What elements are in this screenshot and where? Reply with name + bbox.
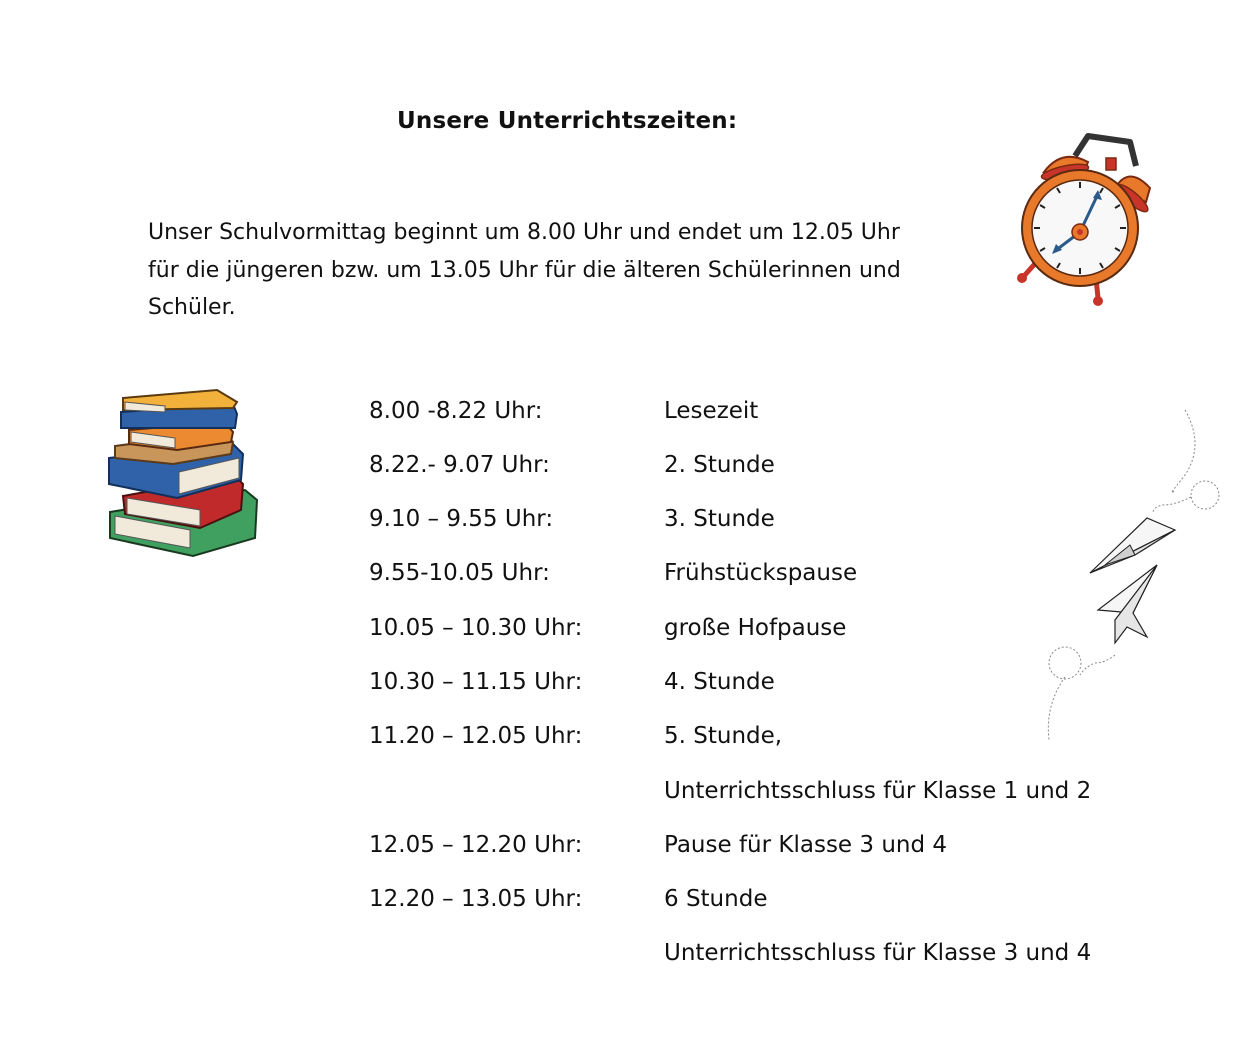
- schedule-activity: Unterrichtsschluss für Klasse 3 und 4: [664, 940, 1092, 966]
- paper-planes-icon: [1035, 405, 1230, 745]
- schedule-time: 11.20 – 12.05 Uhr:: [369, 723, 583, 749]
- intro-line: für die jüngeren bzw. um 13.05 Uhr für die älteren Schülerinnen und: [148, 257, 901, 283]
- schedule-activity: Pause für Klasse 3 und 4: [664, 832, 948, 858]
- alarm-clock-icon: [1010, 128, 1155, 308]
- schedule-time: 8.00 -8.22 Uhr:: [369, 398, 543, 424]
- schedule-time: 8.22.- 9.07 Uhr:: [369, 452, 550, 478]
- schedule-activity: Lesezeit: [664, 398, 759, 424]
- schedule-time: 12.05 – 12.20 Uhr:: [369, 832, 583, 858]
- schedule-time: 10.05 – 10.30 Uhr:: [369, 615, 583, 641]
- schedule-time: 9.55-10.05 Uhr:: [369, 560, 550, 586]
- schedule-activity: 4. Stunde: [664, 669, 775, 695]
- schedule-activity: große Hofpause: [664, 615, 847, 641]
- page-title: Unsere Unterrichtszeiten:: [397, 108, 738, 134]
- intro-line: Schüler.: [148, 295, 236, 320]
- schedule-activity: 3. Stunde: [664, 506, 775, 532]
- schedule-time: 10.30 – 11.15 Uhr:: [369, 669, 583, 695]
- schedule-activity: 2. Stunde: [664, 452, 775, 478]
- schedule-time: 9.10 – 9.55 Uhr:: [369, 506, 554, 532]
- schedule-activity: 5. Stunde,: [664, 723, 783, 749]
- book-stack-icon: [105, 388, 265, 560]
- schedule-time: 12.20 – 13.05 Uhr:: [369, 886, 583, 912]
- intro-paragraph: [148, 214, 968, 327]
- schedule-activity: Frühstückspause: [664, 560, 858, 586]
- schedule-activity: 6 Stunde: [664, 886, 768, 912]
- schedule-activity: Unterrichtsschluss für Klasse 1 und 2: [664, 778, 1092, 804]
- intro-line: Unser Schulvormittag beginnt um 8.00 Uhr und endet um 12.05 Uhr: [148, 220, 900, 245]
